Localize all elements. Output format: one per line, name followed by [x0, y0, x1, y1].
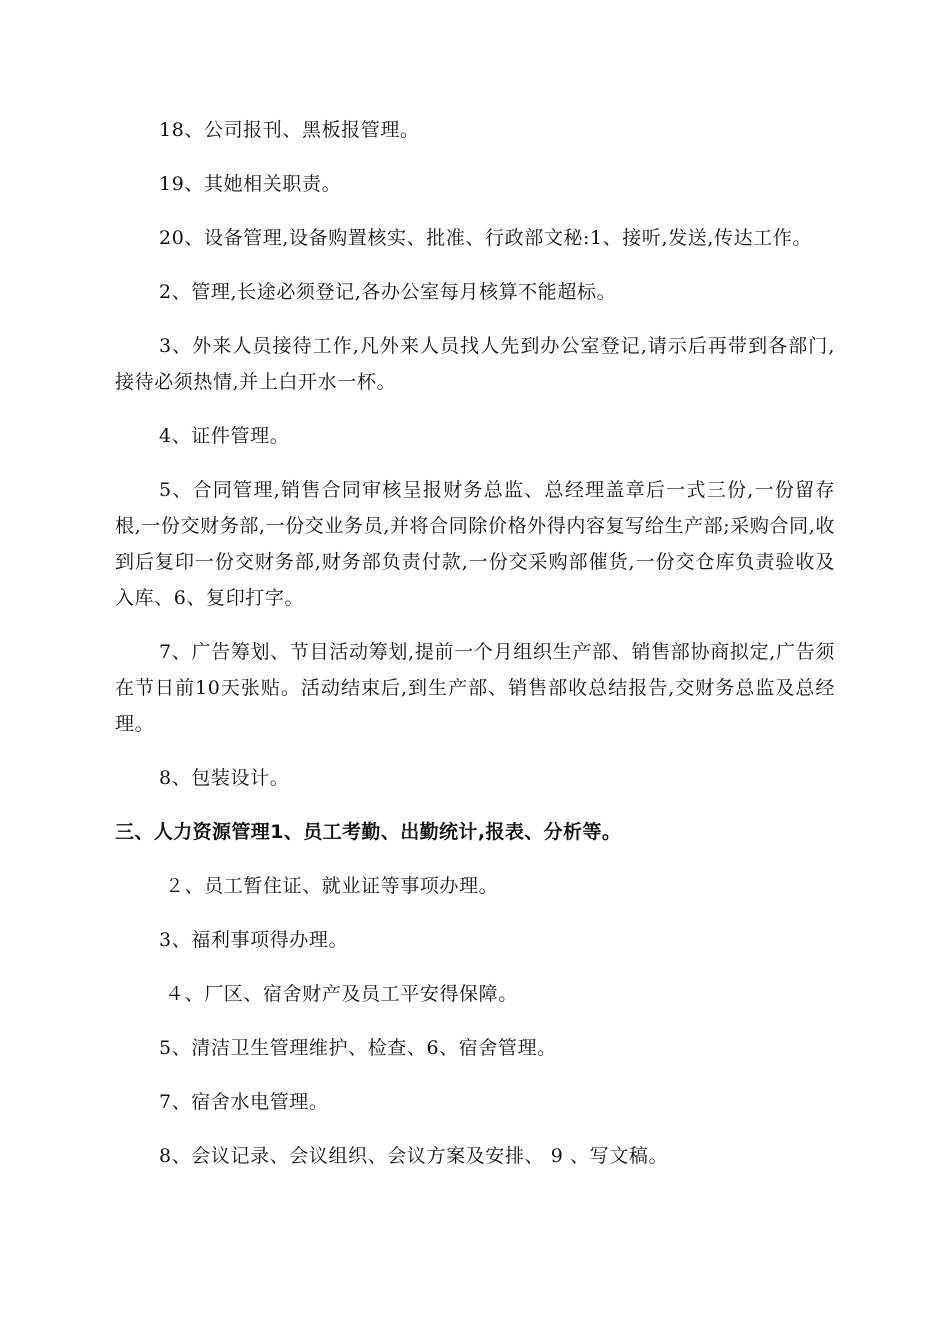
document-body: [115, 112, 835, 1192]
paragraph-item-4: 4、证件管理。: [159, 425, 290, 447]
paragraph-item-20: 20、设备管理,设备购置核实、批准、行政部文秘:1、接听,发送,传达工作。: [159, 227, 812, 249]
paragraph-item-2: 2、管理,长途必须登记,各办公室每月核算不能超标。: [159, 281, 617, 303]
paragraph-item-3: 3、外来人员接待工作,凡外来人员找人先到办公室登记,请示后再带到各部门,接待必须热情,并上白开水一杯。: [115, 335, 835, 393]
hr-item-8: 8、会议记录、会议组织、会议方案及安排、 9 、写文稿。: [159, 1145, 669, 1167]
hr-item-3: 3、福利事项得办理。: [159, 929, 349, 951]
hr-item-4: ４、厂区、宿舍财产及员工平安得保障。: [165, 983, 518, 1005]
hr-item-7: 7、宿舍水电管理。: [159, 1091, 329, 1113]
hr-item-5: 5、清洁卫生管理维护、检查、6、宿舍管理。: [159, 1037, 557, 1059]
paragraph-item-8: 8、包装设计。: [159, 767, 290, 789]
section-heading-hr: 三、人力资源管理1、员工考勤、出勤统计,报表、分析等。: [115, 821, 622, 843]
hr-item-2: ２、员工暂住证、就业证等事项办理。: [165, 875, 499, 897]
paragraph-item-5: 5、合同管理,销售合同审核呈报财务总监、总经理盖章后一式三份,一份留存根,一份交财务部,一份交业务员,并将合同除价格外得内容复写给生产部;采购合同,收到后复印一份交财务部,财务部负责付款,一份交采购部催货,一份交仓库负责验收及入库、6、复印打字。: [115, 479, 835, 609]
paragraph-item-18: 18、公司报刊、黑板报管理。: [159, 119, 420, 141]
paragraph-item-19: 19、其她相关职责。: [159, 173, 342, 195]
paragraph-item-7: 7、广告筹划、节目活动筹划,提前一个月组织生产部、销售部协商拟定,广告须在节日前10天张贴。活动结束后,到生产部、销售部收总结报告,交财务总监及总经理。: [115, 641, 835, 735]
